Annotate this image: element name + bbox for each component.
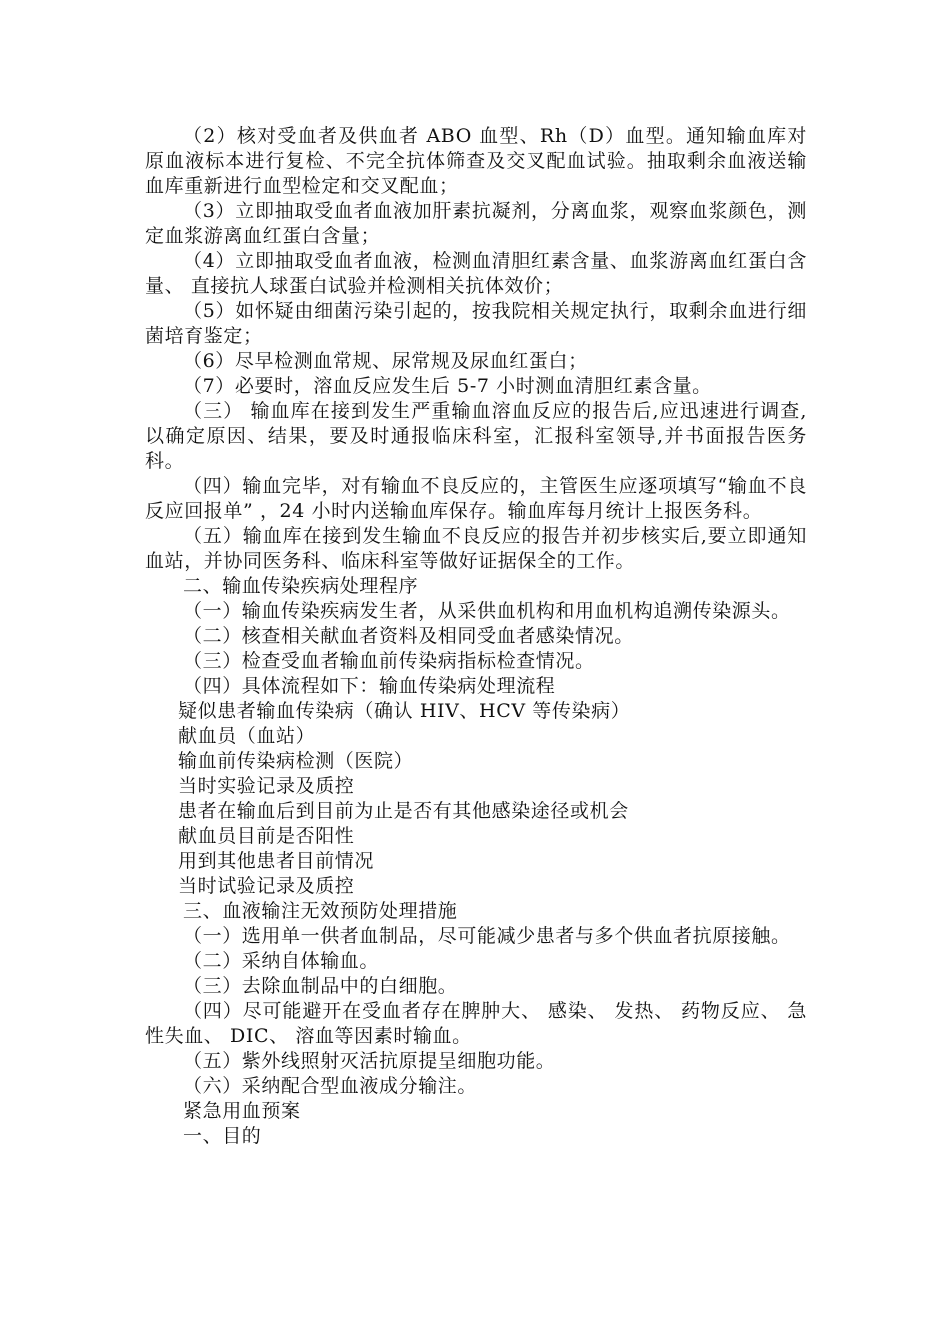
paragraph: （6）尽早检测血常规、尿常规及尿血红蛋白； [183,350,588,372]
paragraph: （四）具体流程如下：输血传染病处理流程 [183,675,556,697]
paragraph: （五）紫外线照射灭活抗原提呈细胞功能。 [183,1050,556,1072]
paragraph: （三）去除血制品中的白细胞。 [183,975,458,997]
paragraph: （五）输血库在接到发生输血不良反应的报告并初步核实后,要立即通知血站，并协同医务科、临床科室等做好证据保全的工作。 [145,525,807,572]
flowchart-step: 献血员目前是否阳性 [178,825,355,847]
paragraph: （2）核对受血者及供血者 ABO 血型、Rh（D）血型。通知输血库对原血液标本进行复检、不完全抗体筛查及交叉配血试验。抽取剩余血液送输血库重新进行血型检定和交叉配血； [145,125,807,197]
paragraph: （六）采纳配合型血液成分输注。 [183,1075,478,1097]
paragraph: （7）必要时，溶血反应发生后 5-7 小时测血清胆红素含量。 [183,375,712,397]
paragraph: （二）采纳自体输血。 [183,950,380,972]
paragraph: （三） 输血库在接到发生严重输血溶血反应的报告后,应迅速进行调查,以确定原因、结果，要及时通报临床科室，汇报科室领导,并书面报告医务科。 [145,400,807,472]
flowchart-step: 患者在输血后到目前为止是否有其他感染途径或机会 [178,800,629,822]
paragraph: （四）尽可能避开在受血者存在脾肿大、 感染、 发热、 药物反应、 急性失血、 DIC、 溶血等因素时输血。 [145,1000,807,1047]
paragraph: （一）选用单一供者血制品，尽可能减少患者与多个供血者抗原接触。 [183,925,791,947]
flowchart-step: 当时实验记录及质控 [178,775,355,797]
paragraph: （4）立即抽取受血者血液，检测血清胆红素含量、血浆游离血红蛋白含量、 直接抗人球蛋白试验并检测相关抗体效价； [145,250,807,297]
paragraph: 一、目的 [183,1125,262,1147]
paragraph: 紧急用血预案 [183,1100,301,1122]
paragraph: 二、输血传染疾病处理程序 [183,575,419,597]
flowchart-step: 疑似患者输血传染病（确认 HIV、HCV 等传染病） [178,700,631,722]
paragraph: （四）输血完毕，对有输血不良反应的，主管医生应逐项填写“输血不良反应回报单” ，24 小时内送输血库保存。输血库每月统计上报医务科。 [145,475,807,522]
paragraph: （3）立即抽取受血者血液加肝素抗凝剂，分离血浆，观察血浆颜色，测定血浆游离血红蛋白含量； [145,200,807,247]
paragraph: （5）如怀疑由细菌污染引起的，按我院相关规定执行，取剩余血进行细菌培育鉴定； [145,300,807,347]
paragraph: （二）核查相关献血者资料及相同受血者感染情况。 [183,625,634,647]
flowchart-step: 当时试验记录及质控 [178,875,355,897]
paragraph: （一）输血传染疾病发生者，从采供血机构和用血机构追溯传染源头。 [183,600,791,622]
flowchart-step: 用到其他患者目前情况 [178,850,375,872]
flowchart-step: 输血前传染病检测（医院） [178,750,414,772]
paragraph: 三、血液输注无效预防处理措施 [183,900,458,922]
document-body [145,124,807,1149]
paragraph: （三）检查受血者输血前传染病指标检查情况。 [183,650,595,672]
flowchart-step: 献血员（血站） [178,725,316,747]
